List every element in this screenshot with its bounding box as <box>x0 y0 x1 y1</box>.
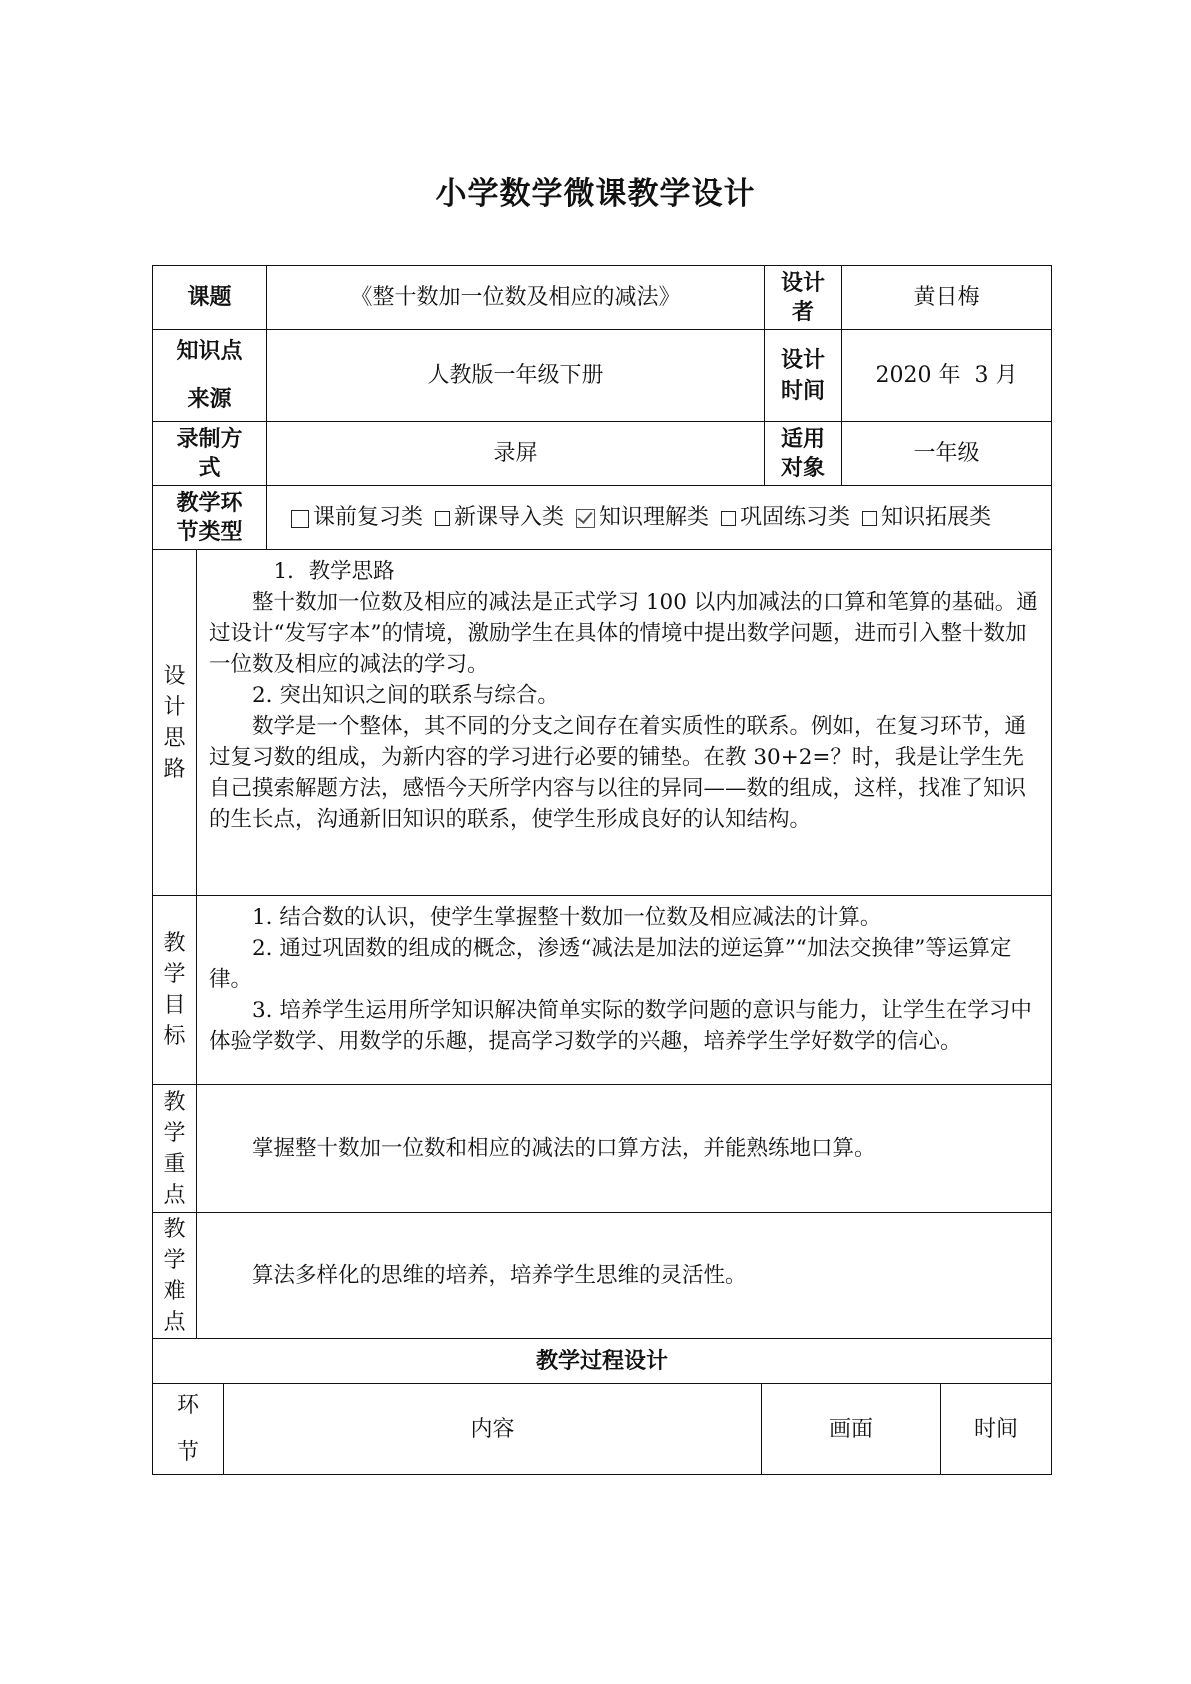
paragraph: 数学是一个整体，其不同的分支之间存在着实质性的联系。例如，在复习环节，通过复习数的组成，为新内容的学习进行必要的铺垫。在教 30+2=？时，我是让学生先自己摸索解题方法，感悟今天所学内容与以往的异同——数的组成，这样，找准了知识的生长点，沟通新旧知识的联系，使学生形成良好的认知结构。 <box>209 714 1027 832</box>
process-time-header: 时间 <box>940 1383 1052 1475</box>
objectives-content <box>196 895 1052 1085</box>
difficulties-label: 教 学 难 点 <box>152 1212 197 1339</box>
objectives-label: 教 学 目 标 <box>152 895 197 1085</box>
segment-type-options <box>266 485 1052 550</box>
checkbox-unchecked-icon[interactable] <box>721 511 736 526</box>
key-points-content <box>196 1084 1052 1213</box>
recording-method-value: 录屏 <box>266 421 765 486</box>
paragraph: 掌握整十数加一位数和相应的减法的口算方法，并能熟练地口算。 <box>252 1136 876 1161</box>
design-time-value: 2020 年 3 月 <box>841 329 1052 422</box>
option-review[interactable]: 课前复习类 <box>291 502 423 533</box>
process-heading: 教学过程设计 <box>152 1338 1052 1384</box>
source-label: 知识点 来源 <box>152 329 267 422</box>
paragraph: 1．教学思路 <box>273 559 395 584</box>
paragraph: 整十数加一位数及相应的减法是正式学习 100 以内加减法的口算和笔算的基础。通过设计“发写字本”的情境，激励学生在具体的情境中提出数学问题，进而引入整十数加一位数及相应的减法的学习。 <box>209 590 1038 677</box>
paragraph: 1. 结合数的认识，使学生掌握整十数加一位数及相应减法的计算。 <box>252 905 882 930</box>
lesson-design-table <box>152 265 1052 1475</box>
designer-value: 黄日梅 <box>841 265 1052 330</box>
checkbox-checked-icon[interactable] <box>576 509 595 528</box>
option-practice[interactable]: 巩固练习类 <box>721 502 850 533</box>
recording-method-label: 录制方 式 <box>152 421 267 486</box>
checkbox-unchecked-icon[interactable] <box>435 511 450 526</box>
paragraph: 3. 培养学生运用所学知识解决简单实际的数学问题的意识与能力，让学生在学习中体验学数学、用数学的乐趣，提高学习数学的兴趣，培养学生学好数学的信心。 <box>209 998 1032 1054</box>
segment-type-label: 教学环 节类型 <box>152 485 267 550</box>
audience-value: 一年级 <box>841 421 1052 486</box>
checkbox-unchecked-icon[interactable] <box>862 511 877 526</box>
option-understanding[interactable]: 知识理解类 <box>576 502 709 533</box>
key-points-label: 教 学 重 点 <box>152 1084 197 1213</box>
topic-value: 《整十数加一位数及相应的减法》 <box>266 265 765 330</box>
option-extension[interactable]: 知识拓展类 <box>862 502 991 533</box>
paragraph: 算法多样化的思维的培养，培养学生思维的灵活性。 <box>252 1263 747 1288</box>
process-content-header: 内容 <box>223 1383 762 1475</box>
checkbox-unchecked-icon[interactable] <box>291 510 309 528</box>
source-value: 人教版一年级下册 <box>266 329 765 422</box>
option-new-lesson[interactable]: 新课导入类 <box>435 502 564 533</box>
paragraph: 2. 通过巩固数的组成的概念，渗透“减法是加法的逆运算”“加法交换律”等运算定律。 <box>209 936 1012 992</box>
difficulties-content <box>196 1212 1052 1339</box>
page-title: 小学数学微课教学设计 <box>435 176 756 212</box>
process-stage-header: 环 节 <box>152 1383 224 1475</box>
designer-label: 设计 者 <box>764 265 842 330</box>
design-thinking-label: 设 计 思 路 <box>152 549 197 896</box>
design-thinking-content <box>196 549 1052 896</box>
paragraph: 2. 突出知识之间的联系与综合。 <box>252 683 559 708</box>
topic-label: 课题 <box>152 265 267 330</box>
design-time-label: 设计 时间 <box>764 329 842 422</box>
process-screen-header: 画面 <box>761 1383 941 1475</box>
audience-label: 适用 对象 <box>764 421 842 486</box>
